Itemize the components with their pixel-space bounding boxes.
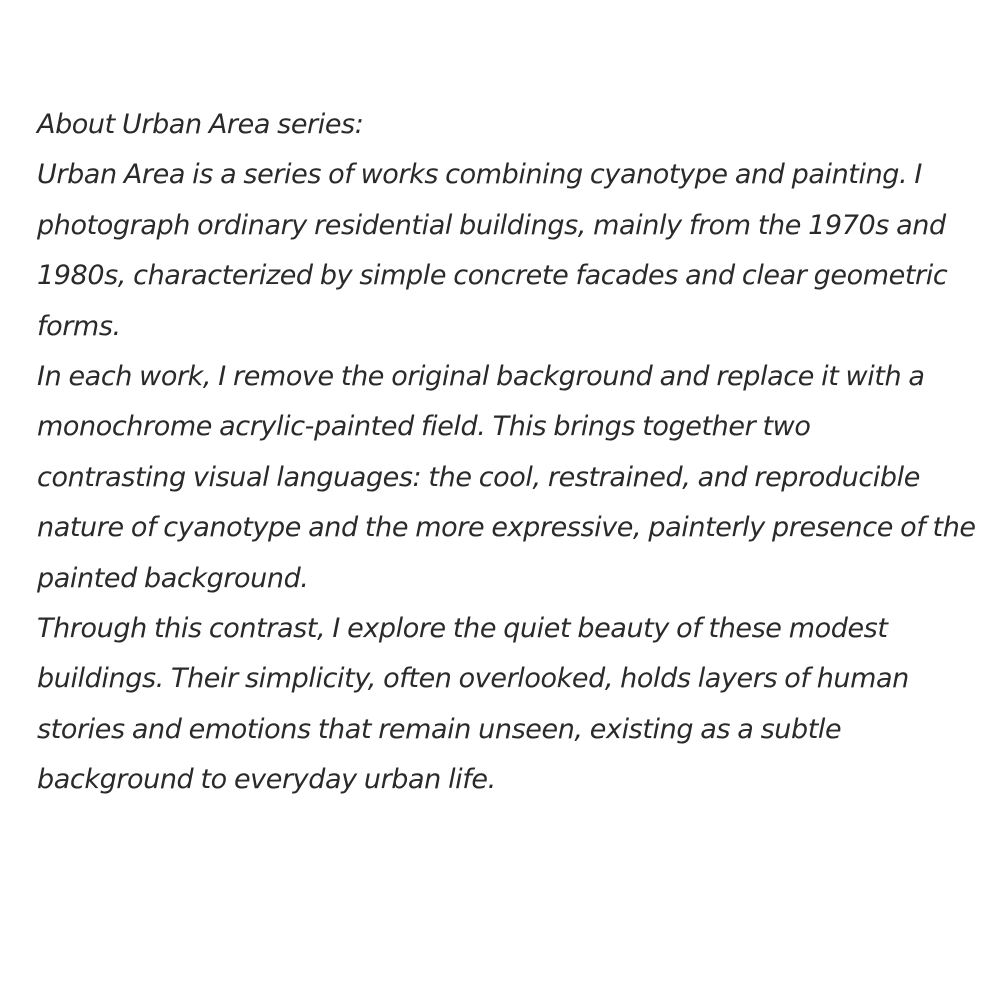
- paragraph-line: buildings. Their simplicity, often overlooked, holds layers of human: [37, 663, 909, 695]
- paragraph-line: background to everyday urban life.: [37, 764, 496, 796]
- section-heading: About Urban Area series:: [37, 109, 364, 140]
- paragraph-line: contrasting visual languages: the cool, restrained, and reproducible: [37, 461, 920, 493]
- paragraph-line: painted background.: [37, 562, 309, 594]
- paragraph-line: Through this contrast, I explore the quiet beauty of these modest: [37, 613, 888, 645]
- paragraph-line: Urban Area is a series of works combining cyanotype and painting. I: [37, 159, 922, 191]
- paragraph-reflection: [37, 604, 977, 806]
- series-description: [37, 100, 977, 806]
- paragraph-line: monochrome acrylic-painted field. This brings together two: [37, 411, 811, 443]
- paragraph-line: stories and emotions that remain unseen, existing as a subtle: [37, 713, 842, 745]
- paragraph-line: photograph ordinary residential buildings, mainly from the 1970s and: [37, 209, 946, 241]
- paragraph-intro: [37, 150, 977, 352]
- paragraph-line: In each work, I remove the original background and replace it with a: [37, 361, 925, 393]
- paragraph-process: [37, 352, 977, 604]
- paragraph-line: nature of cyanotype and the more expressive, painterly presence of the: [37, 512, 976, 544]
- paragraph-line: forms.: [37, 310, 121, 342]
- paragraph-line: 1980s, characterized by simple concrete facades and clear geometric: [37, 260, 948, 292]
